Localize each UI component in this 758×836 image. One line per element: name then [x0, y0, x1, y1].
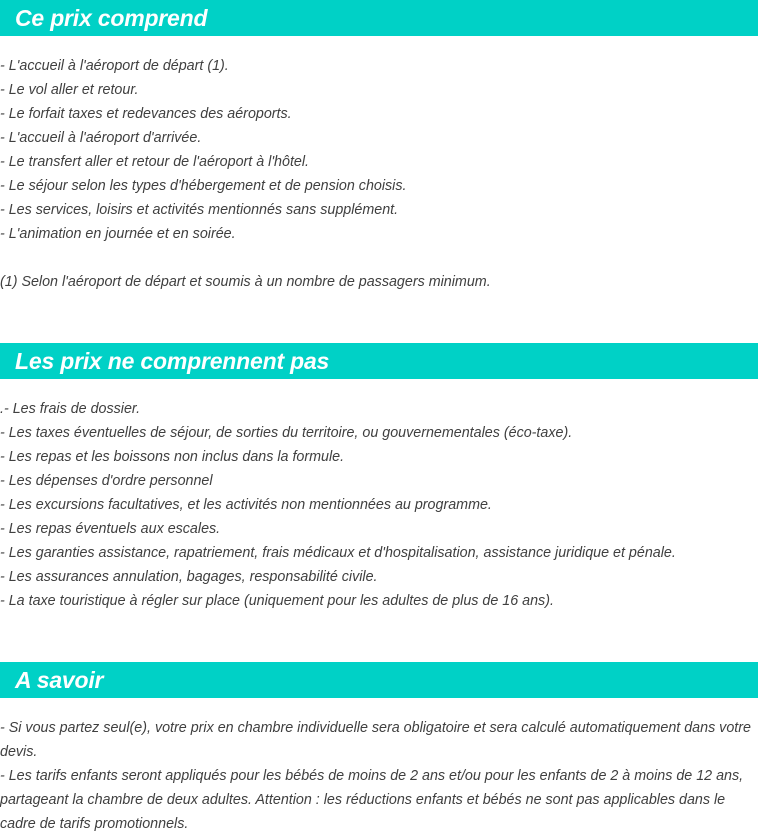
section-title: Ce prix comprend [15, 4, 208, 31]
included-list [0, 54, 758, 294]
list-item: - Les repas et les boissons non inclus dans la formule. [0, 449, 345, 465]
section-header-included [0, 0, 758, 36]
not-included-list [0, 397, 758, 613]
list-item: - Le séjour selon les types d'hébergement et de pension choisis. [0, 178, 407, 194]
paragraph: - Si vous partez seul(e), votre prix en chambre individuelle sera obligatoire et sera calculé automatiquement dans votre devis. [0, 720, 751, 760]
spacer [0, 246, 758, 270]
section-title: Les prix ne comprennent pas [15, 347, 330, 374]
paragraph: - Les tarifs enfants seront appliqués pour les bébés de moins de 2 ans et/ou pour les enfants de 2 à moins de 12 ans, partageant la chambre de deux adultes. Attention : les réductions enfants et bébés ne sont pas applicables dans le cadre de tarifs promotionnels. [0, 768, 744, 832]
section-title: A savoir [15, 666, 104, 693]
list-item: - Les taxes éventuelles de séjour, de sorties du territoire, ou gouvernementales (éco-taxe). [0, 425, 573, 441]
list-item: - Le transfert aller et retour de l'aéroport à l'hôtel. [0, 154, 310, 170]
list-item: - La taxe touristique à régler sur place (uniquement pour les adultes de plus de 16 ans). [0, 593, 554, 609]
list-item: - L'accueil à l'aéroport d'arrivée. [0, 130, 202, 146]
list-item: - Les dépenses d'ordre personnel [0, 473, 213, 489]
section-header-not-included [0, 343, 758, 379]
good-to-know-text [0, 716, 752, 836]
list-item: - L'accueil à l'aéroport de départ (1). [0, 58, 229, 74]
list-item: - Le vol aller et retour. [0, 82, 139, 98]
list-item: - Les repas éventuels aux escales. [0, 521, 221, 537]
list-item: - Les garanties assistance, rapatriement, frais médicaux et d'hospitalisation, assistance juridique et pénale. [0, 545, 676, 561]
list-item: - L'animation en journée et en soirée. [0, 226, 236, 242]
list-item: - Le forfait taxes et redevances des aéroports. [0, 106, 292, 122]
section-header-good-to-know [0, 662, 758, 698]
list-item: - Les assurances annulation, bagages, responsabilité civile. [0, 569, 378, 585]
list-item: - Les services, loisirs et activités mentionnés sans supplément. [0, 202, 399, 218]
list-item: - Les excursions facultatives, et les activités non mentionnées au programme. [0, 497, 492, 513]
list-item: .- Les frais de dossier. [0, 401, 141, 417]
footnote: (1) Selon l'aéroport de départ et soumis à un nombre de passagers minimum. [0, 274, 491, 290]
